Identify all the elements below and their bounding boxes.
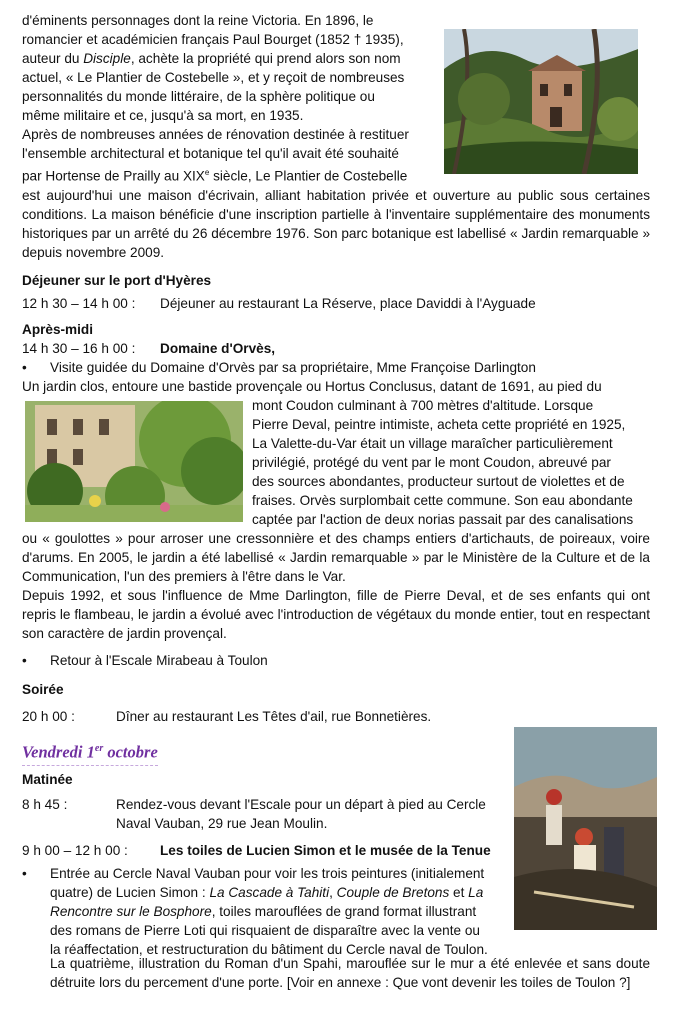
title-divider [22, 762, 158, 766]
bullet-dot: • [22, 653, 27, 668]
afternoon-title: Domaine d'Orvès, [160, 341, 276, 356]
orves-first-line: Un jardin clos, entoure une bastide provençale ou Hortus Conclusus, datant de 1691, au pied du [22, 379, 602, 394]
evening-heading: Soirée [22, 682, 64, 697]
visit-title: Les toiles de Lucien Simon et le musée de la Tenue [160, 842, 491, 858]
orves-wrap-7: captée par l'action de deux norias passait par des canalisations [252, 512, 634, 527]
afternoon-heading: Après-midi [22, 322, 94, 337]
meeting-time: 8 h 45 : [22, 796, 68, 812]
afternoon-time: 14 h 30 – 16 h 00 : [22, 341, 136, 356]
evening-text: Dîner au restaurant Les Têtes d'ail, rue Bonnetières. [116, 709, 432, 724]
return-text: Retour à l'Escale Mirabeau à Toulon [50, 653, 268, 668]
orves-para2: Depuis 1992, et sous l'influence de Mme Darlington, fille de Pierre Deval, et de ses enfants qui ont repris le flambeau, le jardin a évolué avec l'introduction de végétaux du monde entier, tout en respectant son caractère de jardin provençal. [22, 588, 650, 641]
evening-time: 20 h 00 : [22, 709, 75, 724]
orves-wrap-5: des sources abondantes, producteur surtout de violettes et de [252, 474, 625, 489]
visit-time: 9 h 00 – 12 h 00 : [22, 842, 128, 858]
visit-desc-end: La quatrième, illustration du Roman d'un Spahi, marouflée sur le mur a été enlevée et sans doute détruite lors du percement d'une porte. [Voir en annexe : Que vont devenir les toiles de Toulon ?] [50, 956, 650, 990]
bullet-dot: • [22, 360, 27, 375]
afternoon-bullet: Visite guidée du Domaine d'Orvès par sa propriétaire, Mme Françoise Darlington [50, 360, 536, 375]
lunch-text: Déjeuner au restaurant La Réserve, place Daviddi à l'Ayguade [160, 296, 536, 311]
visit-desc: Entrée au Cercle Naval Vauban pour voir les trois peintures (initialement quatre) de Lucien Simon : La Cascade à Tahiti, Couple de Bretons et La Rencontre sur le Bosphore, toiles marouflées de grand format illustrant des romans de Pierre Loti qui risquaient de disparaître avec la vente ou la réaffectation, et restructuration du bâtiment du Cercle naval de Toulon. [50, 865, 488, 957]
intro-line-9: par Hortense de Prailly au XIXe siècle, Le Plantier de Costebelle [22, 168, 408, 184]
intro-line-2: romancier et académicien français Paul Bourget (1852 † 1935), [22, 32, 404, 47]
orves-wrap-1: mont Coudon culminant à 700 mètres d'altitude. Lorsque [252, 398, 594, 413]
intro-line-6: même militaire et ce, jusqu'à sa mort, en 1935. [22, 108, 304, 123]
intro-line-3: auteur du Disciple, achète la propriété qui prend alors son nom [22, 51, 401, 66]
orves-wrap-2: Pierre Deval, peintre intimiste, acheta cette propriété en 1925, [252, 417, 626, 432]
morning-heading: Matinée [22, 771, 73, 787]
lunch-time: 12 h 30 – 14 h 00 : [22, 296, 136, 311]
orves-wrap-3: La Valette-du-Var était un village maraîcher particulièrement [252, 436, 613, 451]
orves-rest: ou « goulottes » pour arroser une cressonnière et des champs entiers d'artichauts, de poireaux, voire d'arums. En 2005, le jardin a été labellisé « Jardin remarquable » par le Ministère de la Culture et de la Communication, l'un des premiers à l'être dans le Var. [22, 531, 650, 584]
intro-line-7: Après de nombreuses années de rénovation destinée à restituer [22, 127, 409, 142]
orves-wrap-4: privilégié, protégé du vent par le mont Coudon, abreuvé par [252, 455, 611, 470]
intro-line-5: personnalités du monde littéraire, de la sphère politique ou [22, 89, 375, 104]
intro-continuation: est aujourd'hui une maison d'écrivain, alliant habitation privée et ouverture au public sous certaines conditions. La maison bénéficie d'une inscription partielle à l'inventaire supplémentaire des monuments historiques par un arrêté du 26 décembre 1976. Son parc botanique est labellisé « Jardin remarquable » depuis novembre 2009. [22, 187, 650, 260]
lucien-simon-painting [514, 727, 657, 930]
orves-wrap-6: fraises. Orvès surplombait cette commune. Son eau abondante [252, 493, 633, 508]
lunch-heading: Déjeuner sur le port d'Hyères [22, 273, 212, 288]
bullet-dot: • [22, 865, 27, 881]
friday-title: Vendredi 1er octobre [22, 742, 158, 762]
intro-line-4: actuel, « Le Plantier de Costebelle », et y reçoit de nombreuses [22, 70, 405, 85]
meeting-text: Rendez-vous devant l'Escale pour un départ à pied au Cercle Naval Vauban, 29 rue Jean Moulin. [116, 796, 486, 831]
intro-line-1: d'éminents personnages dont la reine Victoria. En 1896, le [22, 13, 374, 28]
intro-line-8: l'ensemble architectural et botanique tel qu'il avait été souhaité [22, 146, 399, 161]
